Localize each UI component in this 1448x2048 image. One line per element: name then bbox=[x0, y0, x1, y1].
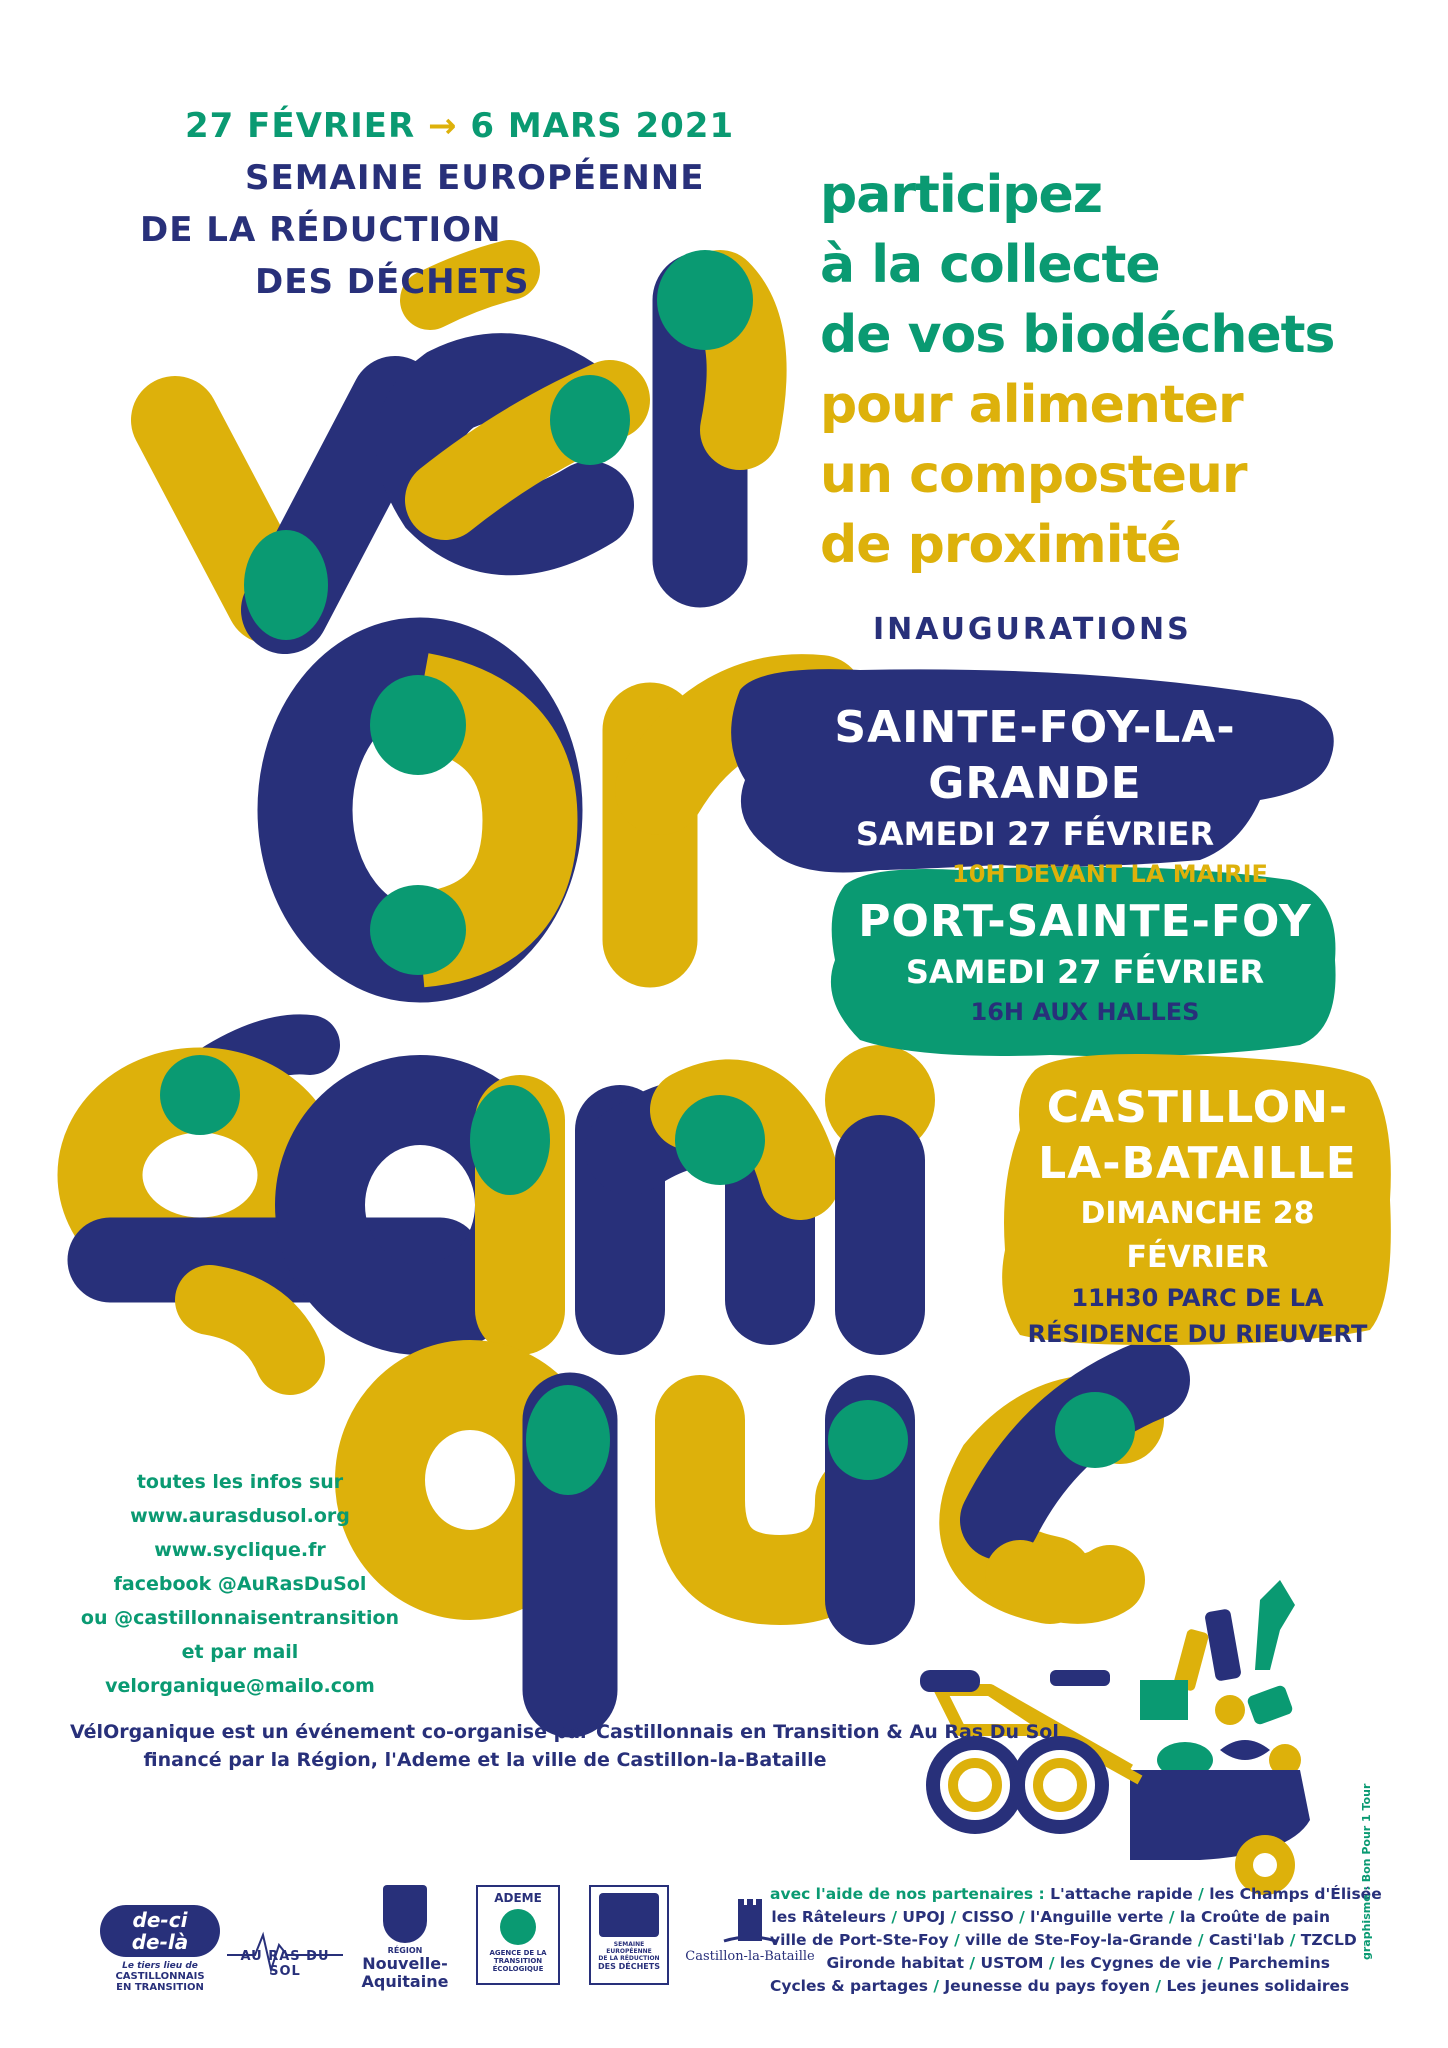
logo-serd-sub: DE LA RÉDUCTION bbox=[598, 1955, 660, 1962]
partners-line: avec l'aide de nos partenaires : L'attache rapide / les Champs d'Élisée bbox=[770, 1885, 1382, 1903]
organizer-line-2: financé par la Région, l'Ademe et la ville de Castillon-la-Bataille bbox=[143, 1749, 827, 1771]
logo-castillon-name: Castillon-la-Bataille bbox=[685, 1949, 815, 1964]
logo-ademe-sub: AGENCE DE LA bbox=[489, 1949, 547, 1957]
partner-name: Gironde habitat bbox=[826, 1954, 965, 1972]
partner-name: la Croûte de pain bbox=[1179, 1908, 1330, 1926]
infos-mail-intro: et par mail bbox=[181, 1641, 299, 1663]
tagline-line: un composteur bbox=[820, 445, 1247, 505]
logo-ademe-sub: ÉCOLOGIQUE bbox=[492, 1965, 544, 1973]
event-time-line1: 11H30 PARC DE LA bbox=[1071, 1284, 1324, 1312]
partners-block bbox=[770, 1883, 1382, 1998]
event-city: SAINTE-FOY-LA-GRANDE bbox=[834, 702, 1236, 809]
infos-intro: toutes les infos sur bbox=[136, 1471, 344, 1493]
region-shield-icon bbox=[383, 1885, 427, 1943]
link-aurasdusol[interactable]: www.aurasdusol.org bbox=[130, 1505, 350, 1527]
event-city-line1: CASTILLON- bbox=[1046, 1082, 1349, 1133]
logo-ademe bbox=[476, 1885, 560, 1985]
graphic-credit: graphisme : Bon Pour 1 Tour bbox=[1360, 1783, 1373, 1960]
header-line-3: DE LA RÉDUCTION bbox=[140, 210, 502, 250]
logo-serd-sub: DES DÉCHETS bbox=[597, 1962, 660, 1971]
partner-name: UPOJ bbox=[902, 1908, 946, 1926]
partner-name: USTOM bbox=[980, 1954, 1044, 1972]
logo-serd-sub: SEMAINE EUROPÉENNE bbox=[606, 1941, 652, 1955]
partners-line: Gironde habitat / USTOM / les Cygnes de vie / Parchemins bbox=[826, 1954, 1330, 1972]
arrow-right-icon: → bbox=[428, 106, 458, 146]
partner-name: les Râteleurs bbox=[771, 1908, 886, 1926]
partner-name: Les jeunes solidaires bbox=[1166, 1977, 1350, 1995]
logo-region-name: Aquitaine bbox=[361, 1972, 449, 1991]
logo-castillon-la-bataille bbox=[680, 1895, 820, 1964]
date-end: 6 MARS 2021 bbox=[470, 106, 735, 146]
event-day: SAMEDI 27 FÉVRIER bbox=[855, 815, 1215, 853]
partner-name: Cycles & partages bbox=[770, 1977, 928, 1995]
logo-aurasdusol-text: AU RAS DU SOL bbox=[240, 1949, 330, 1979]
ademe-globe-icon bbox=[500, 1909, 536, 1945]
tagline-line: participez bbox=[820, 165, 1103, 225]
logo-decidela-top: de-ci bbox=[132, 1908, 188, 1932]
header-line-4: DES DÉCHETS bbox=[255, 262, 530, 302]
link-email[interactable]: velorganique@mailo.com bbox=[105, 1675, 375, 1697]
logo-decidela-mid: de-là bbox=[131, 1930, 189, 1954]
event-port-sainte-foy bbox=[840, 894, 1330, 1030]
event-day: DIMANCHE 28 FÉVRIER bbox=[1080, 1196, 1315, 1275]
link-syclique[interactable]: www.syclique.fr bbox=[154, 1539, 326, 1561]
partner-name: L'attache rapide bbox=[1050, 1885, 1193, 1903]
partner-name: Parchemins bbox=[1228, 1954, 1330, 1972]
inaugurations-title: INAUGURATIONS bbox=[873, 612, 1192, 647]
infos-block bbox=[70, 1465, 410, 1703]
event-day: SAMEDI 27 FÉVRIER bbox=[905, 953, 1265, 991]
logo-ademe-sub: TRANSITION bbox=[493, 1957, 543, 1965]
partners-line: Cycles & partages / Jeunesse du pays foyen / Les jeunes solidaires bbox=[770, 1977, 1350, 1995]
partner-name: Casti'lab bbox=[1208, 1931, 1285, 1949]
event-time: 10H DEVANT LA MAIRIE bbox=[952, 860, 1268, 888]
castle-icon bbox=[720, 1895, 780, 1945]
partner-name: les Champs d'Élisée bbox=[1209, 1885, 1382, 1903]
event-city: PORT-SAINTE-FOY bbox=[858, 896, 1312, 947]
partners-line: ville de Port-Ste-Foy / ville de Ste-Foy-la-Grande / Casti'lab / TZCLD bbox=[770, 1931, 1357, 1949]
organizer-text bbox=[70, 1718, 1059, 1774]
partners-intro: avec l'aide de nos partenaires : bbox=[770, 1885, 1045, 1903]
logo-decidela-sub: Le tiers lieu de bbox=[122, 1961, 198, 1971]
logo-decidela-sub: EN TRANSITION bbox=[116, 1982, 204, 1993]
tagline-line: pour alimenter bbox=[820, 375, 1243, 435]
partner-name: l'Anguille verte bbox=[1030, 1908, 1164, 1926]
logo-region-name: Nouvelle- bbox=[362, 1954, 448, 1973]
link-facebook-aurasdusol[interactable]: facebook @AuRasDuSol bbox=[113, 1573, 367, 1595]
partner-name: les Cygnes de vie bbox=[1059, 1954, 1213, 1972]
logo-serd bbox=[589, 1885, 669, 1985]
event-sainte-foy bbox=[740, 700, 1330, 892]
logo-ademe-name: ADEME bbox=[494, 1891, 542, 1905]
partner-name: ville de Port-Ste-Foy bbox=[770, 1931, 949, 1949]
event-time: 16H AUX HALLES bbox=[970, 998, 1200, 1026]
logo-decidela-sub: CASTILLONNAIS bbox=[115, 1971, 205, 1982]
link-facebook-castillonnais[interactable]: ou @castillonnaisentransition bbox=[80, 1607, 400, 1629]
event-city-line2: LA-BATAILLE bbox=[1038, 1138, 1357, 1189]
cargo-bike-illustration bbox=[900, 1580, 1340, 1910]
partner-name: ville de Ste-Foy-la-Grande bbox=[965, 1931, 1193, 1949]
tagline-line: de vos biodéchets bbox=[820, 305, 1335, 365]
logo-aurasdusol bbox=[225, 1915, 345, 1979]
event-castillon bbox=[1005, 1080, 1390, 1352]
partner-name: TZCLD bbox=[1300, 1931, 1357, 1949]
partner-name: Jeunesse du pays foyen bbox=[944, 1977, 1151, 1995]
partner-name: CISSO bbox=[961, 1908, 1014, 1926]
tagline-line: à la collecte bbox=[820, 235, 1160, 295]
partners-line: les Râteleurs / UPOJ / CISSO / l'Anguille verte / la Croûte de pain bbox=[771, 1908, 1330, 1926]
organizer-line-1: VélOrganique est un événement co-organisé par Castillonnais en Transition & Au Ras Du Sol bbox=[70, 1721, 1059, 1743]
logo-decidela bbox=[100, 1905, 220, 1993]
logo-region-small: RÉGION bbox=[387, 1946, 423, 1955]
eu-flag-icon bbox=[599, 1893, 659, 1937]
event-time-line2: RÉSIDENCE DU RIEUVERT bbox=[1027, 1320, 1368, 1348]
date-start: 27 FÉVRIER bbox=[185, 106, 416, 146]
tagline-line: de proximité bbox=[820, 515, 1181, 575]
logo-region-nouvelle-aquitaine bbox=[360, 1885, 450, 1991]
header-line-2: SEMAINE EUROPÉENNE bbox=[245, 158, 705, 198]
